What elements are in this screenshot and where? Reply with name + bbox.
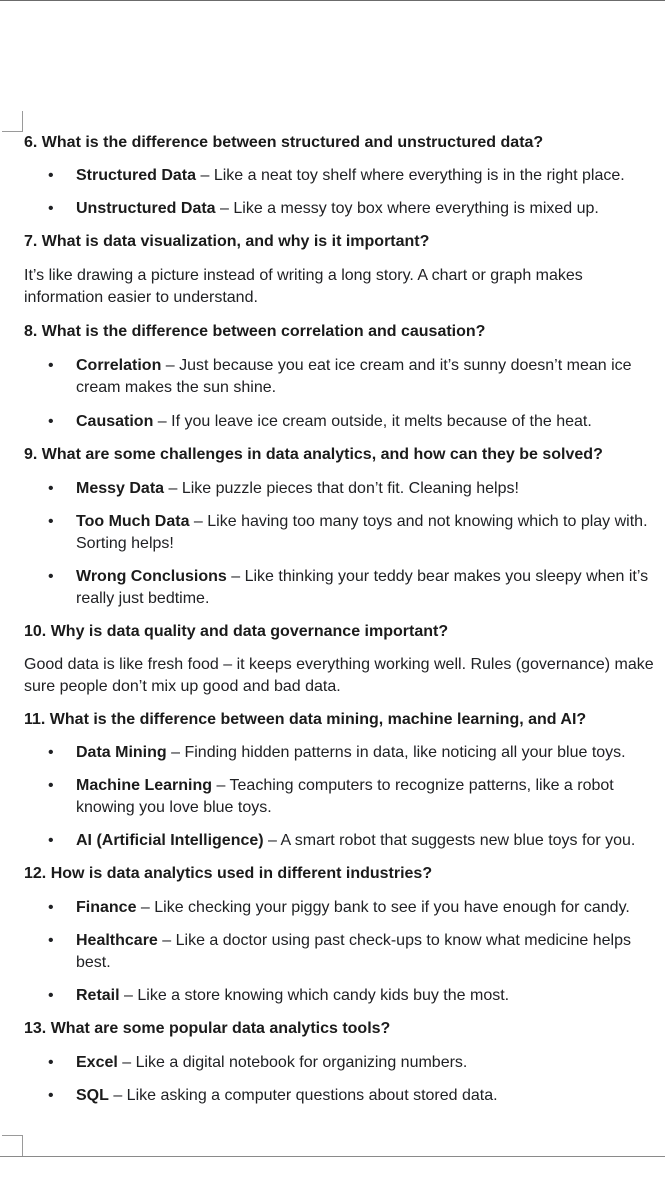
list-item: [24, 566, 665, 610]
bullet-icon: •: [48, 200, 54, 217]
question-heading-6: 6. What is the difference between structured and unstructured data?: [24, 134, 544, 151]
item-term: Machine Learning: [76, 777, 213, 794]
item-term: AI (Artificial Intelligence): [76, 832, 264, 849]
bullet-icon: •: [48, 899, 54, 916]
list-item: [24, 198, 665, 220]
bullet-icon: •: [48, 413, 54, 430]
list-item: [24, 1052, 665, 1074]
answer-list-13: [24, 1052, 665, 1107]
bullet-icon: •: [48, 932, 54, 949]
item-text: – Like a store knowing which candy kids buy the most.: [119, 987, 510, 1004]
page-top-border: [0, 0, 665, 1]
item-text: – A smart robot that suggests new blue toys for you.: [263, 832, 636, 849]
item-term: Retail: [76, 987, 120, 1004]
answer-list-8: [24, 355, 665, 433]
item-text: – Like checking your piggy bank to see if you have enough for candy.: [136, 899, 630, 916]
item-term: Data Mining: [76, 744, 167, 761]
item-term: Messy Data: [76, 480, 165, 497]
list-item: [24, 411, 665, 433]
list-item: [24, 930, 665, 974]
answer-list-6: [24, 165, 665, 220]
item-text: – Like puzzle pieces that don’t fit. Cleaning helps!: [164, 480, 519, 497]
question-heading-9: 9. What are some challenges in data analytics, and how can they be solved?: [24, 446, 603, 463]
item-term: SQL: [76, 1087, 109, 1104]
list-item: [24, 742, 665, 764]
item-term: Too Much Data: [76, 513, 190, 530]
list-item: [24, 830, 665, 852]
list-item: [24, 355, 665, 399]
item-term: Wrong Conclusions: [76, 568, 227, 585]
question-heading-10: 10. Why is data quality and data governance important?: [24, 623, 449, 640]
question-heading-12: 12. How is data analytics used in different industries?: [24, 865, 433, 882]
list-item: [24, 511, 665, 555]
page-bottom-border: [0, 1156, 665, 1157]
answer-paragraph-7: It’s like drawing a picture instead of writing a long story. A chart or graph makes information easier to understand.: [24, 267, 583, 306]
bullet-icon: •: [48, 987, 54, 1004]
item-term: Unstructured Data: [76, 200, 216, 217]
question-heading-13: 13. What are some popular data analytics tools?: [24, 1020, 391, 1037]
item-text: – Teaching computers to recognize patterns, like a robot knowing you love blue toys.: [76, 777, 614, 816]
document-body: [24, 132, 665, 1107]
item-text: – Finding hidden patterns in data, like noticing all your blue toys.: [166, 744, 626, 761]
item-term: Finance: [76, 899, 137, 916]
item-term: Healthcare: [76, 932, 158, 949]
item-term: Correlation: [76, 357, 162, 374]
item-text: – Like a doctor using past check-ups to know what medicine helps best.: [76, 932, 631, 971]
item-text: – Like a digital notebook for organizing numbers.: [117, 1054, 468, 1071]
list-item: [24, 897, 665, 919]
list-item: [24, 985, 665, 1007]
bullet-icon: •: [48, 832, 54, 849]
answer-paragraph-10: Good data is like fresh food – it keeps everything working well. Rules (governance) make sure people don’t mix up good and bad data.: [24, 656, 654, 695]
answer-list-12: [24, 897, 665, 1007]
bullet-icon: •: [48, 513, 54, 530]
bullet-icon: •: [48, 744, 54, 761]
list-item: [24, 1085, 665, 1107]
list-item: [24, 775, 665, 819]
bullet-icon: •: [48, 357, 54, 374]
answer-list-11: [24, 742, 665, 852]
bullet-icon: •: [48, 167, 54, 184]
list-item: [24, 165, 665, 187]
item-text: – Like a neat toy shelf where everything is in the right place.: [196, 167, 625, 184]
bullet-icon: •: [48, 1054, 54, 1071]
question-heading-11: 11. What is the difference between data mining, machine learning, and AI?: [24, 711, 587, 728]
bullet-icon: •: [48, 480, 54, 497]
page-margin-corner-top: [2, 111, 23, 132]
item-term: Excel: [76, 1054, 118, 1071]
item-text: – If you leave ice cream outside, it melts because of the heat.: [153, 413, 592, 430]
page-margin-corner-bottom: [2, 1135, 23, 1156]
bullet-icon: •: [48, 1087, 54, 1104]
question-heading-8: 8. What is the difference between correlation and causation?: [24, 323, 486, 340]
item-text: – Just because you eat ice cream and it’s sunny doesn’t mean ice cream makes the sun shine.: [76, 357, 632, 396]
item-text: – Like asking a computer questions about stored data.: [108, 1087, 498, 1104]
item-text: – Like having too many toys and not knowing which to play with. Sorting helps!: [76, 513, 648, 552]
bullet-icon: •: [48, 777, 54, 794]
list-item: [24, 478, 665, 500]
item-term: Structured Data: [76, 167, 197, 184]
answer-list-9: [24, 478, 665, 610]
item-text: – Like a messy toy box where everything is mixed up.: [215, 200, 599, 217]
item-term: Causation: [76, 413, 154, 430]
question-heading-7: 7. What is data visualization, and why is it important?: [24, 233, 430, 250]
item-text: – Like thinking your teddy bear makes you sleepy when it’s really just bedtime.: [76, 568, 649, 607]
bullet-icon: •: [48, 568, 54, 585]
